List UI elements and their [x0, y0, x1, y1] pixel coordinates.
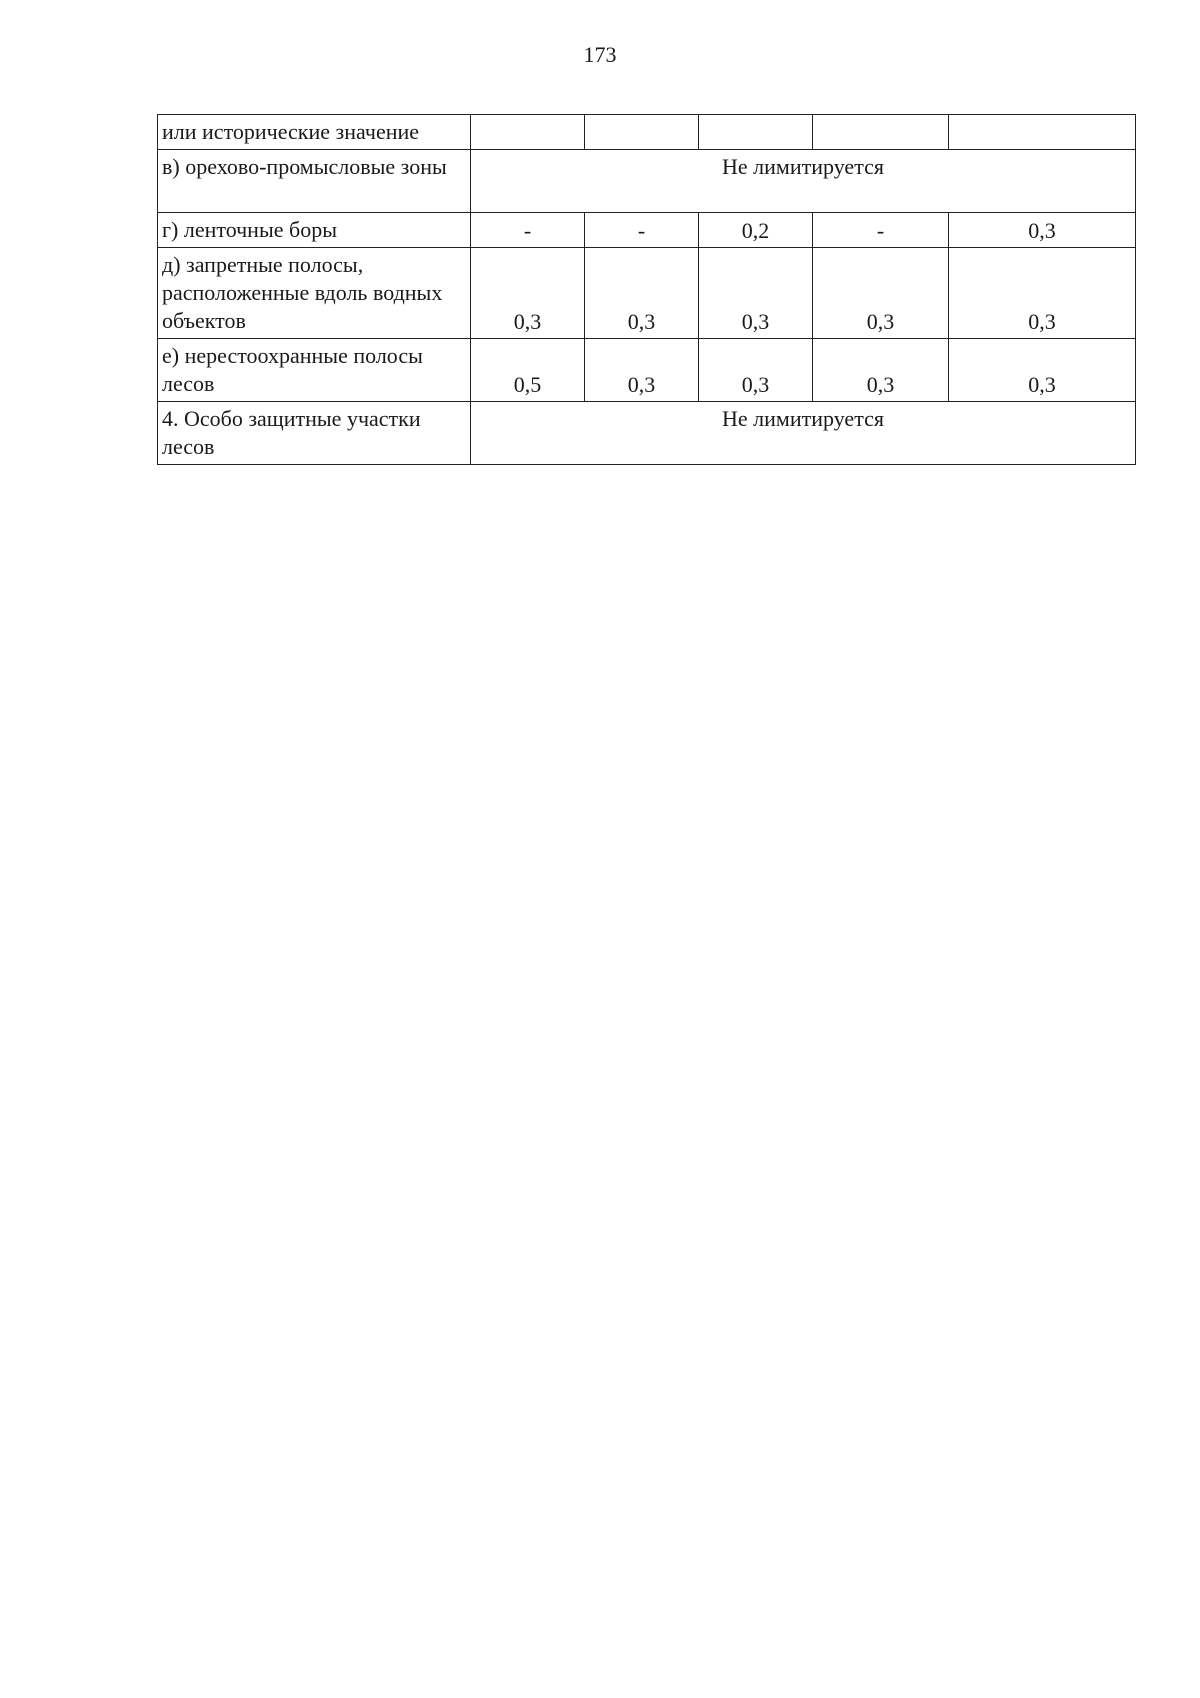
table-cell: 0,3 [813, 339, 949, 402]
row-label: 4. Особо защитные участки лесов [158, 402, 471, 465]
merged-cell: Не лимитируется [471, 150, 1136, 213]
table-row [158, 213, 1136, 248]
row-label: д) запретные полосы, расположенные вдоль водных объектов [158, 248, 471, 339]
table-cell: 0,3 [699, 339, 813, 402]
table-row [158, 339, 1136, 402]
table-row [158, 150, 1136, 213]
table-cell: 0,2 [699, 213, 813, 248]
merged-cell: Не лимитируется [471, 402, 1136, 465]
table-cell: 0,3 [949, 339, 1136, 402]
table-row [158, 402, 1136, 465]
table-cell [585, 115, 699, 150]
table-cell: 0,3 [585, 248, 699, 339]
table-cell [699, 115, 813, 150]
table-cell: 0,5 [471, 339, 585, 402]
table-cell: 0,3 [949, 213, 1136, 248]
table-row [158, 115, 1136, 150]
row-label: г) ленточные боры [158, 213, 471, 248]
table-cell: 0,3 [949, 248, 1136, 339]
table-cell [813, 115, 949, 150]
table-cell: 0,3 [585, 339, 699, 402]
page-number: 173 [583, 42, 617, 67]
table-cell: - [471, 213, 585, 248]
table-row [158, 248, 1136, 339]
table-cell: 0,3 [699, 248, 813, 339]
row-label: или исторические значение [158, 115, 471, 150]
row-label: е) нерестоохранные полосы лесов [158, 339, 471, 402]
row-label: в) орехово-промысловые зоны [158, 150, 471, 213]
table-cell: - [585, 213, 699, 248]
table-cell: 0,3 [471, 248, 585, 339]
data-table [157, 114, 1136, 465]
table-cell: - [813, 213, 949, 248]
table-cell: 0,3 [813, 248, 949, 339]
table-cell [949, 115, 1136, 150]
table-cell [471, 115, 585, 150]
